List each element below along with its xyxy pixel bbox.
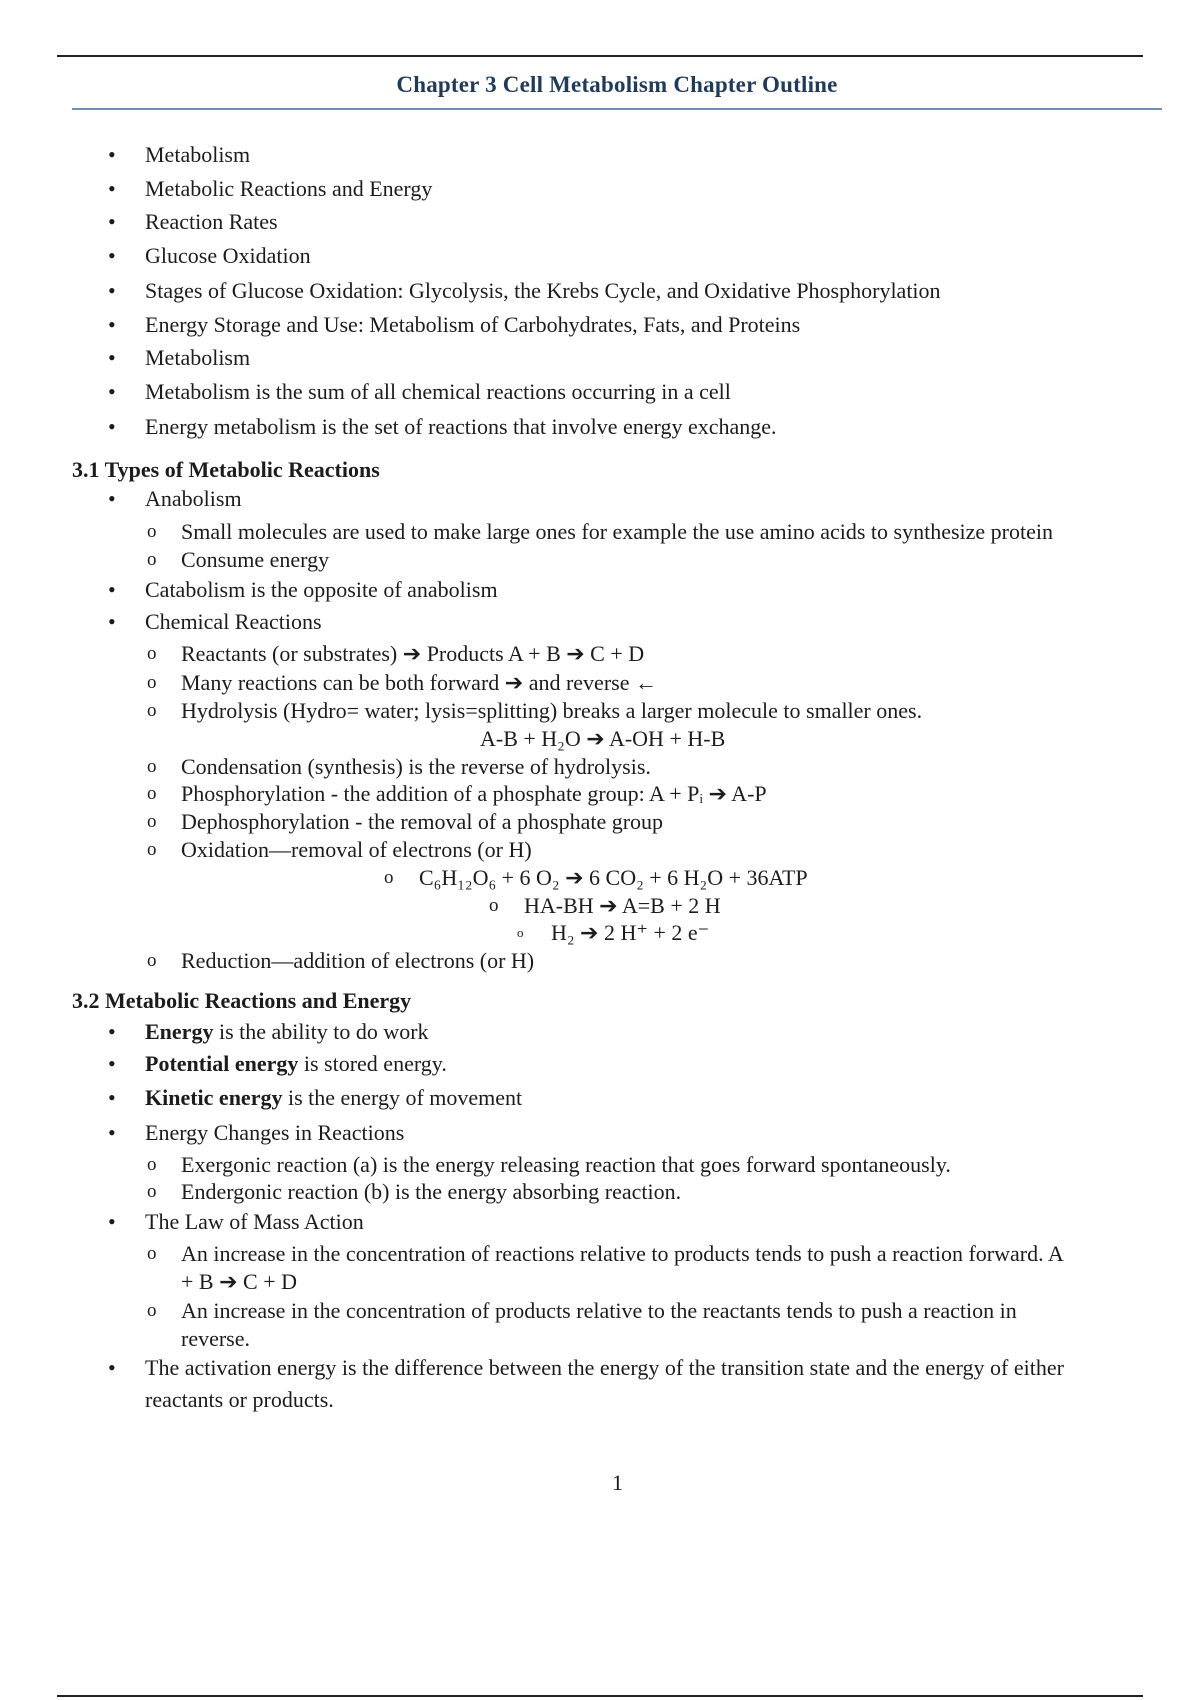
definition: is the energy of movement: [282, 1085, 523, 1110]
sub-bullet: o: [147, 549, 157, 570]
bullet: •: [108, 379, 116, 404]
bullet: •: [108, 345, 116, 370]
bullet: •: [108, 1019, 116, 1044]
bullet: •: [108, 1051, 116, 1076]
bullet: •: [108, 577, 116, 602]
sub-bullet: o: [489, 895, 499, 916]
sub-list-item: Small molecules are used to make large ones for example the use amino acids to synthesize protein: [181, 519, 1053, 544]
sub-bullet: o: [147, 700, 157, 721]
sub-bullet: o: [147, 783, 157, 804]
bullet: •: [108, 609, 116, 634]
section-heading-3-2: 3.2 Metabolic Reactions and Energy: [72, 988, 412, 1013]
list-item-cont: reactants or products.: [145, 1387, 334, 1412]
sub-bullet: o: [147, 839, 157, 860]
bullet: •: [108, 312, 116, 337]
list-item: Metabolism is the sum of all chemical reactions occurring in a cell: [145, 379, 731, 404]
list-item: Stages of Glucose Oxidation: Glycolysis, the Krebs Cycle, and Oxidative Phosphorylation: [145, 278, 941, 303]
sub-list-item: Many reactions can be both forward ➔ and reverse ←: [181, 670, 657, 695]
sub-bullet: o: [384, 867, 394, 888]
sub-bullet: o: [147, 950, 157, 971]
sub-list-item-cont: + B ➔ C + D: [181, 1269, 297, 1294]
list-item: Metabolism: [145, 142, 251, 167]
list-item: Glucose Oxidation: [145, 243, 311, 268]
list-item: [145, 1084, 522, 1112]
list-item: Energy metabolism is the set of reactions that involve energy exchange.: [145, 414, 777, 439]
sub-list-item-cont: reverse.: [181, 1326, 251, 1351]
sub-bullet: o: [147, 756, 157, 777]
list-item: Energy Storage and Use: Metabolism of Carbohydrates, Fats, and Proteins: [145, 312, 801, 337]
sub-bullet: o: [147, 1154, 157, 1175]
equation: H₂ ➔ 2 H⁺ + 2 e⁻: [551, 920, 710, 945]
page-title: Chapter 3 Cell Metabolism Chapter Outline: [396, 72, 838, 97]
bullet: •: [108, 209, 116, 234]
term: Kinetic energy: [145, 1085, 283, 1110]
sub-bullet: o: [147, 672, 157, 693]
equation: C₆H₁₂O₆ + 6 O₂ ➔ 6 CO₂ + 6 H₂O + 36ATP: [419, 865, 808, 890]
sub-list-item: Oxidation—removal of electrons (or H): [181, 837, 532, 862]
sub-bullet: o: [147, 643, 157, 664]
bullet: •: [108, 1120, 116, 1145]
sub-bullet: o: [147, 1243, 157, 1264]
term: Energy: [145, 1019, 214, 1044]
sub-list-item: Consume energy: [181, 547, 330, 572]
bottom-rule: [57, 1695, 1143, 1697]
sub-bullet: o: [517, 925, 524, 940]
list-item: The Law of Mass Action: [145, 1209, 364, 1234]
list-item: Metabolic Reactions and Energy: [145, 176, 433, 201]
sub-list-item: Phosphorylation - the addition of a phosphate group: A + Pᵢ ➔ A-P: [181, 781, 767, 806]
list-item: Reaction Rates: [145, 209, 278, 234]
list-item: Catabolism is the opposite of anabolism: [145, 577, 498, 602]
title-underline: [72, 108, 1162, 110]
list-item: The activation energy is the difference between the energy of the transition state and the energy of either: [145, 1355, 1064, 1380]
bullet: •: [108, 243, 116, 268]
bullet: •: [108, 142, 116, 167]
sub-list-item: Reactants (or substrates) ➔ Products A + B ➔ C + D: [181, 641, 645, 666]
sub-list-item: Hydrolysis (Hydro= water; lysis=splitting) breaks a larger molecule to smaller ones.: [181, 698, 923, 723]
equation: A-B + H₂O ➔ A-OH + H-B: [480, 726, 726, 751]
list-item: Metabolism: [145, 345, 251, 370]
bullet: •: [108, 1355, 116, 1380]
sub-bullet: o: [147, 811, 157, 832]
sub-bullet: o: [147, 1300, 157, 1321]
sub-list-item: Reduction—addition of electrons (or H): [181, 948, 535, 973]
sub-list-item: Dephosphorylation - the removal of a phosphate group: [181, 809, 664, 834]
list-item: Energy Changes in Reactions: [145, 1120, 405, 1145]
top-rule: [57, 55, 1143, 57]
section-heading-3-1: 3.1 Types of Metabolic Reactions: [72, 457, 380, 482]
sub-bullet: o: [147, 1181, 157, 1202]
bullet: •: [108, 1209, 116, 1234]
bullet: •: [108, 176, 116, 201]
sub-list-item: Endergonic reaction (b) is the energy absorbing reaction.: [181, 1179, 682, 1204]
equation: HA-BH ➔ A=B + 2 H: [524, 893, 721, 918]
list-item: Chemical Reactions: [145, 609, 322, 634]
definition: is the ability to do work: [213, 1019, 429, 1044]
sub-list-item: An increase in the concentration of products relative to the reactants tends to push a reaction in: [181, 1298, 1017, 1323]
bullet: •: [108, 486, 116, 511]
sub-bullet: o: [147, 521, 157, 542]
sub-list-item: Exergonic reaction (a) is the energy releasing reaction that goes forward spontaneously.: [181, 1152, 951, 1177]
list-item: [145, 1018, 429, 1046]
page-number: 1: [612, 1470, 623, 1495]
definition: is stored energy.: [298, 1051, 447, 1076]
sub-list-item: Condensation (synthesis) is the reverse of hydrolysis.: [181, 754, 651, 779]
list-item: Anabolism: [145, 486, 242, 511]
bullet: •: [108, 414, 116, 439]
list-item: [145, 1050, 447, 1078]
term: Potential energy: [145, 1051, 299, 1076]
bullet: •: [108, 1085, 116, 1110]
sub-list-item: An increase in the concentration of reactions relative to products tends to push a reaction forward. A: [181, 1241, 1064, 1266]
bullet: •: [108, 278, 116, 303]
